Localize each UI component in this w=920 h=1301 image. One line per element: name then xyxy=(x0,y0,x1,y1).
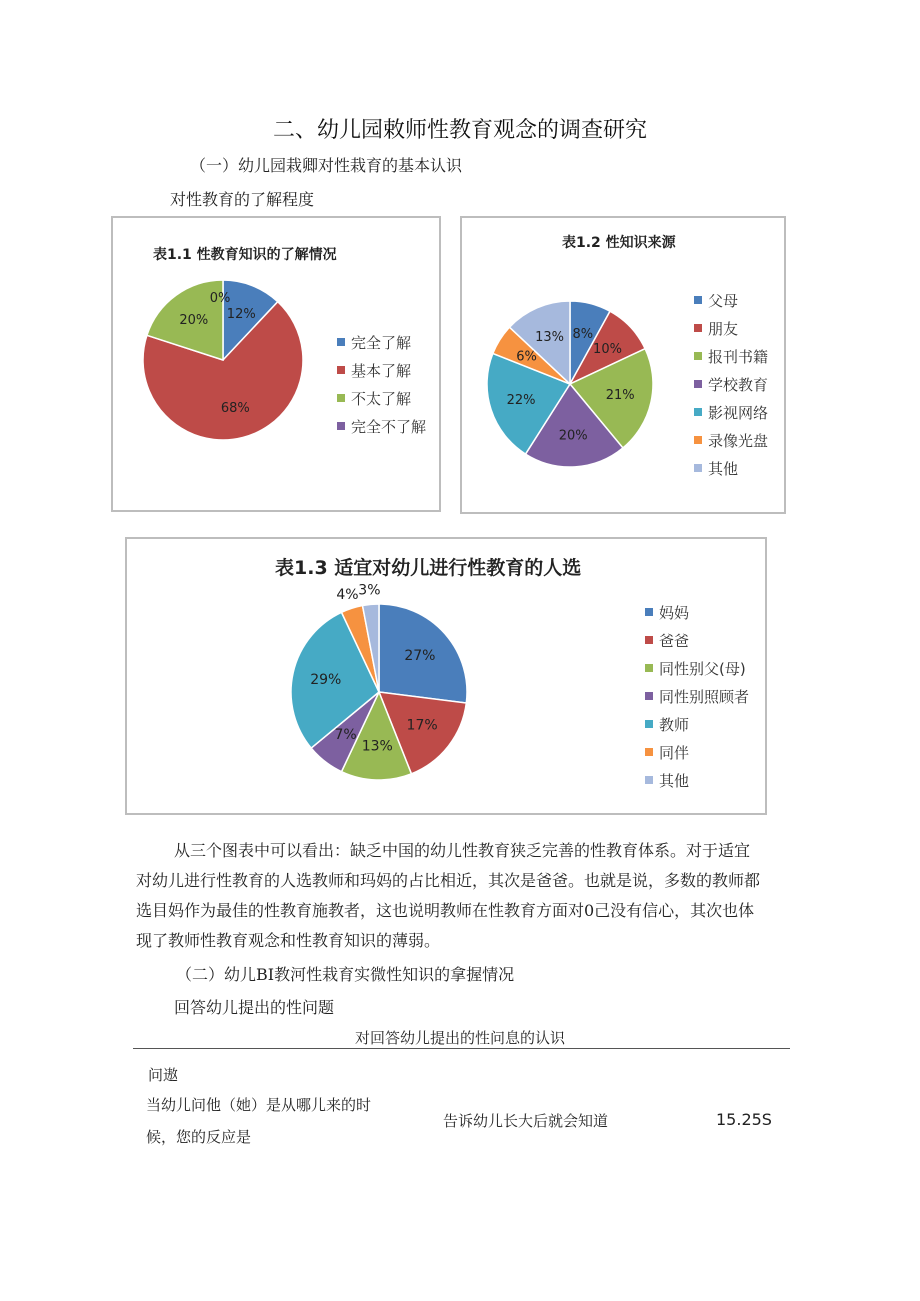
legend-item xyxy=(645,626,749,654)
pie-label-7: 13% xyxy=(535,329,565,345)
paragraph-line-3: 选目妈作为最佳的性教育施教者，这也说明教师在性教育方面对0己没有信心，其次也体 xyxy=(136,901,755,920)
paragraph-line-4: 现了教师性教育观念和性教育知识的薄弱。 xyxy=(136,931,441,950)
section-heading-2: （二）幼儿BI教河性栽育实微性知识的拿握情况 xyxy=(176,965,515,984)
pie-label-3: 13% xyxy=(361,738,393,755)
pie-label-5: 29% xyxy=(310,672,342,689)
legend-label: 完全了解 xyxy=(351,333,412,352)
legend-label: 爸爸 xyxy=(659,631,690,650)
legend-label: 其他 xyxy=(708,459,739,478)
legend-item xyxy=(694,314,768,342)
table-answer: 告诉幼儿长大后就会知道 xyxy=(443,1112,609,1130)
legend-label: 基本了解 xyxy=(351,361,412,380)
legend-swatch xyxy=(337,394,345,402)
legend-label: 不太了解 xyxy=(351,389,412,408)
legend-swatch xyxy=(645,664,653,672)
pie-label-1: 12% xyxy=(226,306,256,322)
table-caption: 对回答幼儿提出的性问息的认识 xyxy=(354,1029,565,1047)
pie-label-2: 68% xyxy=(220,401,250,417)
legend-item xyxy=(337,412,426,440)
legend-item xyxy=(645,710,749,738)
legend-swatch xyxy=(337,338,345,346)
pie-label-6: 6% xyxy=(516,349,537,365)
legend-label: 报刊书籍 xyxy=(708,347,769,366)
legend-swatch xyxy=(645,748,653,756)
pie-label-3: 20% xyxy=(179,312,209,328)
legend-label: 教师 xyxy=(659,715,690,734)
legend-item xyxy=(337,384,426,412)
legend-swatch xyxy=(645,692,653,700)
legend-swatch xyxy=(645,776,653,784)
pie-label-4: 0% xyxy=(209,291,231,306)
pie-label-6: 4% xyxy=(336,586,359,603)
legend-item xyxy=(645,738,749,766)
page-heading: 二、幼儿园敕师性教育观念的调查研究 xyxy=(272,118,647,143)
legend-label: 录像光盘 xyxy=(708,431,769,450)
legend-item xyxy=(694,454,768,482)
table-header-question: 问遨 xyxy=(148,1066,179,1084)
chart-2-legend xyxy=(694,286,768,482)
chart-2-box xyxy=(460,216,786,514)
chart-3-legend xyxy=(645,598,749,794)
chart-1-legend xyxy=(337,328,426,440)
legend-item xyxy=(694,370,768,398)
paragraph-line-2: 对幼儿进行性教育的人选教师和玛妈的占比相近，其次是爸爸。也就是说，多数的教师都 xyxy=(136,871,761,890)
pie-label-2: 10% xyxy=(593,341,622,357)
legend-swatch xyxy=(694,380,702,388)
table-percent: 15.25S xyxy=(716,1110,772,1129)
legend-swatch xyxy=(694,352,702,360)
legend-item xyxy=(645,654,749,682)
pie-label-7: 3% xyxy=(358,582,381,599)
legend-swatch xyxy=(337,366,345,374)
legend-label: 父母 xyxy=(708,291,739,310)
legend-swatch xyxy=(694,464,702,472)
pie-label-1: 8% xyxy=(572,327,594,343)
legend-item xyxy=(337,328,426,356)
subsection-heading-1: 对性教育的了解程度 xyxy=(170,190,315,209)
legend-item xyxy=(694,286,768,314)
legend-item xyxy=(645,598,749,626)
legend-swatch xyxy=(645,636,653,644)
legend-label: 同性别父(母) xyxy=(659,659,746,678)
legend-item xyxy=(694,342,768,370)
legend-item xyxy=(337,356,426,384)
paragraph-line-1: 从三个图表中可以看出：缺乏中国的幼儿性教育狭乏完善的性教育体系。对于适宜 xyxy=(174,841,751,860)
legend-swatch xyxy=(337,422,345,430)
pie-label-5: 22% xyxy=(506,392,536,408)
chart-3-box xyxy=(125,537,767,815)
chart-1-box xyxy=(111,216,441,512)
legend-item xyxy=(645,766,749,794)
legend-swatch xyxy=(645,608,653,616)
section-heading-1: （一）幼儿园栽卿对性栽育的基本认识 xyxy=(190,156,463,175)
legend-swatch xyxy=(645,720,653,728)
pie-label-1: 27% xyxy=(404,647,436,664)
pie-label-4: 7% xyxy=(334,727,357,744)
legend-label: 妈妈 xyxy=(659,603,690,622)
subsection-heading-2: 回答幼儿提出的性问题 xyxy=(174,998,335,1017)
legend-swatch xyxy=(694,324,702,332)
legend-item xyxy=(694,426,768,454)
chart-3-title: 表1.3 适宜对幼儿进行性教育的人选 xyxy=(275,557,582,579)
legend-label: 同性别照顾者 xyxy=(659,687,750,706)
legend-label: 完全不了解 xyxy=(351,417,427,436)
legend-swatch xyxy=(694,296,702,304)
legend-swatch xyxy=(694,408,702,416)
legend-label: 其他 xyxy=(659,771,690,790)
legend-label: 学校教育 xyxy=(708,375,769,394)
legend-label: 影视网络 xyxy=(708,403,769,422)
table-question-line-1: 当幼儿问他（她）是从哪儿来的时 xyxy=(146,1096,372,1114)
legend-item xyxy=(645,682,749,710)
pie-label-4: 20% xyxy=(558,428,588,444)
legend-label: 同伴 xyxy=(659,743,690,762)
chart-1-title: 表1.1 性教育知识的了解情况 xyxy=(153,247,337,263)
pie-label-3: 21% xyxy=(605,388,635,404)
legend-item xyxy=(694,398,768,426)
pie-label-2: 17% xyxy=(406,717,438,734)
chart-2-title: 表1.2 性知识来源 xyxy=(562,235,676,251)
table-question-line-2: 候，您的反应是 xyxy=(146,1128,252,1146)
table-top-rule xyxy=(133,1048,790,1049)
legend-swatch xyxy=(694,436,702,444)
legend-label: 朋友 xyxy=(708,319,739,338)
